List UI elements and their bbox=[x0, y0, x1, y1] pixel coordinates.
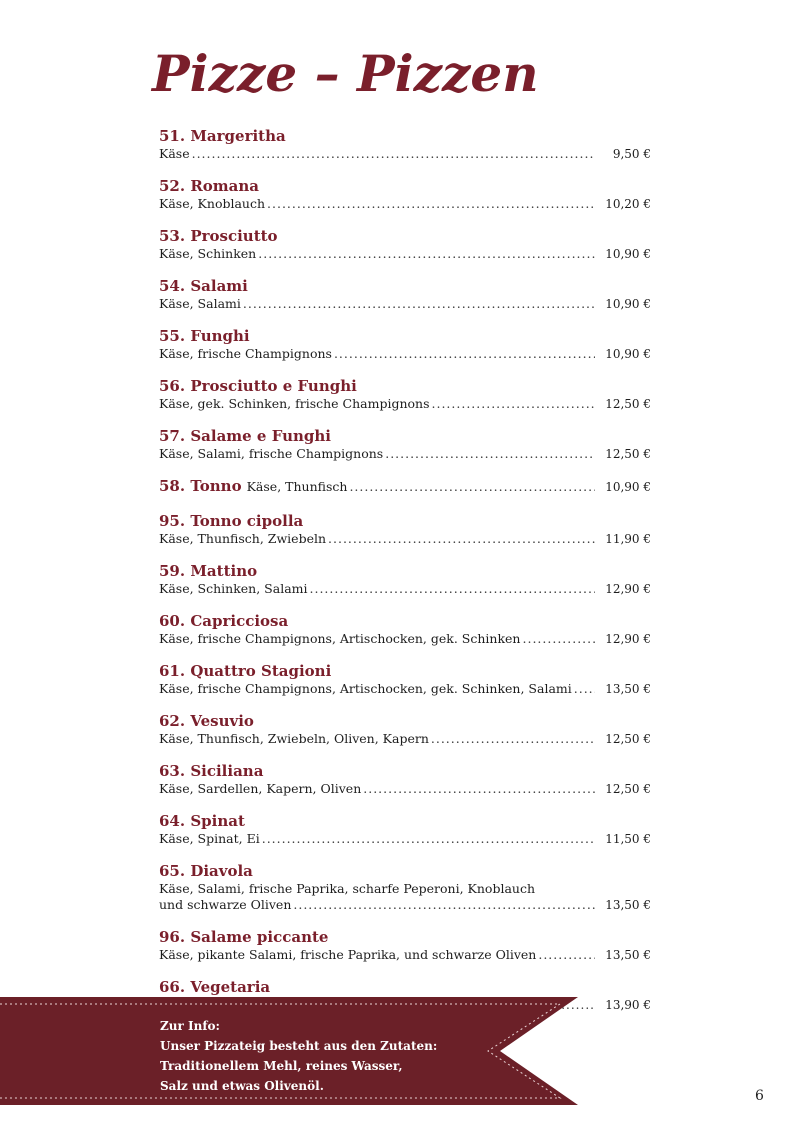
menu-item-description: Käse bbox=[159, 146, 190, 161]
page-title: Pizze – Pizzen bbox=[152, 44, 539, 103]
menu-item-spinat bbox=[159, 811, 651, 847]
info-text bbox=[160, 1016, 437, 1096]
menu-item-price: 13,50 € bbox=[605, 682, 651, 696]
menu-item-price: 13,90 € bbox=[605, 998, 651, 1012]
menu-item-name: 95. Tonno cipolla bbox=[159, 512, 304, 530]
menu-item-tonno-cipolla bbox=[159, 511, 651, 547]
menu-item-description: Käse, Thunfisch, Zwiebeln bbox=[159, 531, 327, 546]
menu-item-prosciutto bbox=[159, 226, 651, 262]
menu-item-name: 64. Spinat bbox=[159, 812, 245, 830]
menu-item-description: Käse, frische Champignons, Artischocken, gek. Schinken, Salami bbox=[159, 681, 572, 696]
dot-leader bbox=[363, 781, 595, 797]
menu-item-description: Käse, Spinat, Ei bbox=[159, 831, 260, 846]
dot-leader bbox=[293, 897, 595, 913]
menu-item-name: 54. Salami bbox=[159, 277, 248, 295]
menu-item-price: 12,90 € bbox=[605, 632, 651, 646]
menu-item-vesuvio bbox=[159, 711, 651, 747]
menu-item-name: 63. Siciliana bbox=[159, 762, 264, 780]
menu-item-price: 12,50 € bbox=[605, 447, 651, 461]
page-number: 6 bbox=[755, 1088, 764, 1104]
menu-item-capricciosa bbox=[159, 611, 651, 647]
menu-item-description: Käse, Knoblauch bbox=[159, 196, 266, 211]
menu-item-description: Käse, Thunfisch, Zwiebeln, Oliven, Kapern bbox=[159, 731, 429, 746]
menu-item-name: 62. Vesuvio bbox=[159, 712, 254, 730]
menu-item-price: 10,90 € bbox=[605, 297, 651, 311]
menu-item-price: 12,90 € bbox=[605, 582, 651, 596]
dot-leader bbox=[431, 731, 595, 747]
dot-leader bbox=[538, 947, 595, 963]
menu-item-quattro-stagioni bbox=[159, 661, 651, 697]
menu-item-salame-piccante bbox=[159, 927, 651, 963]
dot-leader bbox=[349, 477, 595, 497]
menu-item-price: 12,50 € bbox=[605, 732, 651, 746]
menu-item-description: Käse, Salami, frische Champignons bbox=[159, 446, 384, 461]
menu-item-description: Käse, gek. Schinken, frische Champignons bbox=[159, 396, 430, 411]
menu-item-name: 55. Funghi bbox=[159, 327, 250, 345]
menu-item-name: 53. Prosciutto bbox=[159, 227, 278, 245]
menu-item-name: 65. Diavola bbox=[159, 862, 253, 880]
menu-item-price: 13,50 € bbox=[605, 948, 651, 962]
dot-leader bbox=[328, 531, 595, 547]
menu-item-name: 57. Salame e Funghi bbox=[159, 427, 331, 445]
menu-item-description: Käse, Schinken, Salami bbox=[159, 581, 308, 596]
menu-item-prosciutto-e-funghi bbox=[159, 376, 651, 412]
pizza-menu-list bbox=[159, 126, 651, 1027]
menu-item-salame-e-funghi bbox=[159, 426, 651, 462]
menu-item-diavola bbox=[159, 861, 651, 913]
menu-item-price: 10,20 € bbox=[605, 197, 651, 211]
menu-item-name: 52. Romana bbox=[159, 177, 260, 195]
menu-item-description: Käse, Thunfisch bbox=[246, 479, 348, 494]
info-line: Salz und etwas Olivenöl. bbox=[160, 1079, 324, 1093]
menu-item-price: 11,90 € bbox=[605, 532, 651, 546]
menu-item-name: 66. Vegetaria bbox=[159, 978, 271, 996]
menu-item-romana bbox=[159, 176, 651, 212]
dot-leader bbox=[267, 196, 595, 212]
dot-leader bbox=[385, 446, 595, 462]
menu-item-description: Käse, Sardellen, Kapern, Oliven bbox=[159, 781, 362, 796]
dot-leader bbox=[432, 396, 595, 412]
menu-item-price: 12,50 € bbox=[605, 397, 651, 411]
dot-leader bbox=[243, 296, 595, 312]
dot-leader bbox=[523, 631, 596, 647]
info-heading: Zur Info: bbox=[160, 1019, 220, 1033]
menu-item-price: 10,90 € bbox=[605, 347, 651, 361]
menu-item-margeritha bbox=[159, 126, 651, 162]
menu-item-description-line1: Käse, Salami, frische Paprika, scharfe Peperoni, Knoblauch bbox=[159, 881, 536, 896]
menu-item-price: 13,50 € bbox=[605, 898, 651, 912]
menu-item-salami bbox=[159, 276, 651, 312]
dot-leader bbox=[310, 581, 596, 597]
menu-item-price: 11,50 € bbox=[605, 832, 651, 846]
menu-item-tonno bbox=[159, 476, 651, 497]
menu-item-name: 96. Salame piccante bbox=[159, 928, 329, 946]
dot-leader bbox=[262, 831, 595, 847]
menu-item-price: 10,90 € bbox=[605, 247, 651, 261]
menu-item-siciliana bbox=[159, 761, 651, 797]
menu-item-description: Käse, pikante Salami, frische Paprika, und schwarze Oliven bbox=[159, 947, 537, 962]
menu-item-name: 61. Quattro Stagioni bbox=[159, 662, 332, 680]
menu-item-name: 51. Margeritha bbox=[159, 127, 286, 145]
menu-item-description: Käse, frische Champignons bbox=[159, 346, 332, 361]
menu-item-price: 12,50 € bbox=[605, 782, 651, 796]
menu-item-name: 56. Prosciutto e Funghi bbox=[159, 377, 357, 395]
menu-item-description: Käse, Schinken bbox=[159, 246, 257, 261]
menu-item-description: und schwarze Oliven bbox=[159, 897, 292, 912]
dot-leader bbox=[258, 246, 595, 262]
dot-leader bbox=[574, 681, 595, 697]
menu-item-name: 58. Tonno bbox=[159, 477, 242, 495]
dot-leader bbox=[192, 146, 595, 162]
menu-item-description: Käse, frische Champignons, Artischocken, gek. Schinken bbox=[159, 631, 521, 646]
menu-item-name: 59. Mattino bbox=[159, 562, 258, 580]
info-line: Unser Pizzateig besteht aus den Zutaten: bbox=[160, 1039, 438, 1053]
dot-leader bbox=[334, 346, 595, 362]
menu-item-funghi bbox=[159, 326, 651, 362]
menu-item-price: 10,90 € bbox=[605, 480, 651, 494]
menu-item-name: 60. Capricciosa bbox=[159, 612, 289, 630]
info-line: Traditionellem Mehl, reines Wasser, bbox=[160, 1059, 403, 1073]
menu-item-price: 9,50 € bbox=[612, 147, 651, 161]
menu-item-mattino bbox=[159, 561, 651, 597]
menu-item-description: Käse, Salami bbox=[159, 296, 241, 311]
